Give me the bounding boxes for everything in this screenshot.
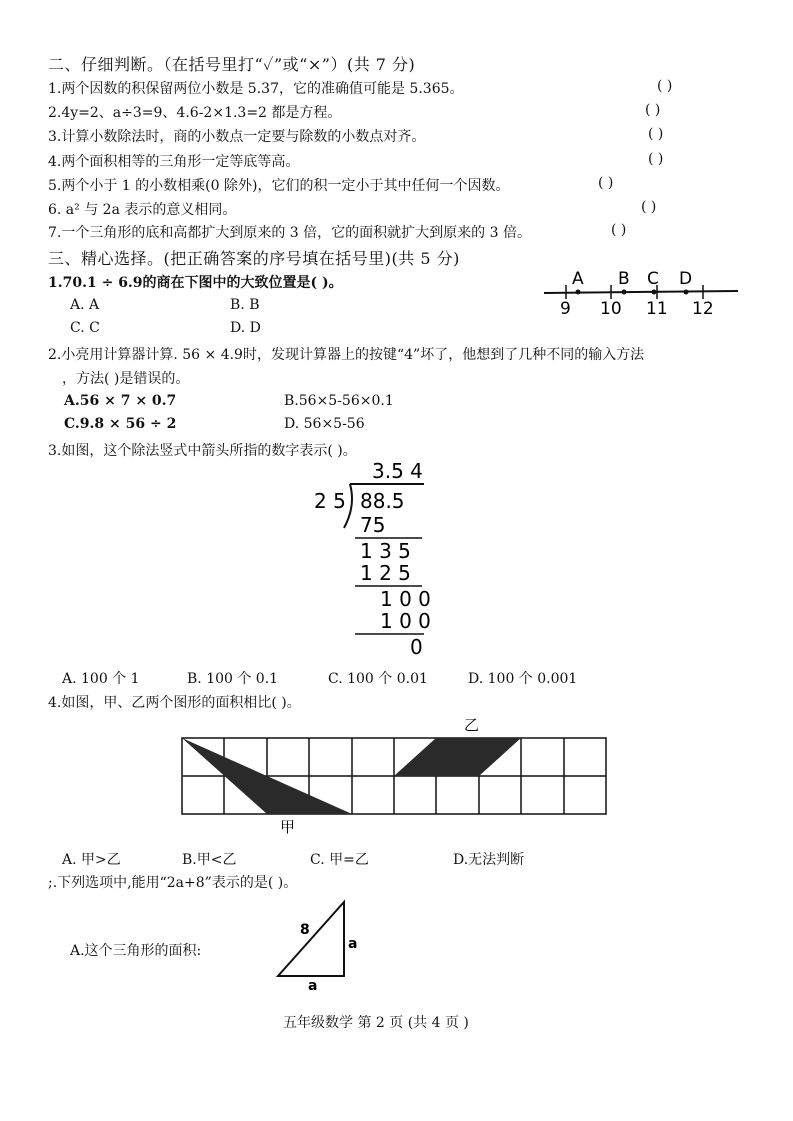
judge-answer-1[interactable]: ( ) (657, 78, 673, 94)
judge-answer-3[interactable]: ( ) (648, 126, 664, 142)
choice-q2-text: 2.小亮用计算器计算. 56 × 4.9时，发现计算器上的按键“4”坏了，他想到了几种不同的输入方法 (48, 347, 645, 363)
tick-label-10: 10 (600, 299, 622, 318)
point-a (576, 290, 581, 295)
judge-answer-5[interactable]: ( ) (598, 175, 614, 191)
judge-item-2: 2.4y=2、a÷3=9、4.6-2×1.3=2 都是方程。 (48, 105, 342, 121)
choice-q3-option-a[interactable]: A. 100 个 1 (62, 671, 140, 687)
number-line (540, 266, 745, 318)
choice-q5-text: ;.下列选项中,能用“2a+8”表示的是( )。 (48, 875, 298, 891)
choice-q2-text-cont: ，方法( )是错误的。 (62, 371, 190, 387)
choice-q5-option-a[interactable]: A.这个三角形的面积: (70, 943, 202, 959)
judge-item-5: 5.两个小于 1 的小数相乘(0 除外)，它们的积一定小于其中任何一个因数。 (48, 178, 510, 194)
judge-item-7: 7.一个三角形的底和高都扩大到原来的 3 倍，它的面积就扩大到原来的 3 倍。 (48, 225, 531, 241)
choice-q3-text: 3.如图，这个除法竖式中箭头所指的数字表示( )。 (48, 443, 357, 459)
point-b (622, 290, 627, 295)
choice-q3-option-b[interactable]: B. 100 个 0.1 (187, 671, 279, 687)
judge-item-1: 1.两个因数的积保留两位小数是 5.37，它的准确值可能是 5.365。 (48, 81, 464, 97)
choice-q4-text: 4.如图，甲、乙两个图形的面积相比( )。 (48, 695, 301, 711)
point-label-b: B (618, 269, 630, 289)
point-label-c: C (647, 269, 659, 289)
division-row-6: 0 (410, 635, 423, 658)
label-jia: 甲 (280, 818, 296, 836)
point-label-a: A (572, 269, 584, 289)
choice-q1-option-b[interactable]: B. B (230, 297, 260, 313)
choice-q2-option-c[interactable]: C.9.8 × 56 ÷ 2 (64, 416, 177, 432)
choice-q4-option-c[interactable]: C. 甲=乙 (310, 852, 369, 868)
judge-answer-6[interactable]: ( ) (641, 199, 657, 215)
division-divisor: 2 5 (314, 489, 346, 513)
judge-item-6: 6. a² 与 2a 表示的意义相同。 (48, 202, 237, 218)
shape-yi (394, 738, 521, 776)
triangle-label-hyp: 8 (300, 922, 310, 938)
choice-q1-option-d[interactable]: D. D (230, 320, 261, 336)
triangle-label-side: a (348, 936, 358, 952)
label-yi: 乙 (464, 716, 480, 734)
choice-q3-option-c[interactable]: C. 100 个 0.01 (328, 671, 428, 687)
long-division (300, 458, 440, 658)
division-row-3: 1 2 5 (360, 561, 411, 585)
choice-q1-option-a[interactable]: A. A (70, 297, 100, 313)
judge-item-4: 4.两个面积相等的三角形一定等底等高。 (48, 154, 300, 170)
judge-item-3: 3.计算小数除法时，商的小数点一定要与除数的小数点对齐。 (48, 129, 426, 145)
area-grid-figure (170, 710, 620, 840)
choice-q4-option-a[interactable]: A. 甲>乙 (62, 852, 121, 868)
choice-q4-option-b[interactable]: B.甲<乙 (182, 852, 237, 868)
choice-q1-option-c[interactable]: C. C (70, 320, 100, 336)
choice-q2-option-a[interactable]: A.56 × 7 × 0.7 (64, 393, 177, 409)
division-dividend: 88.5 (360, 489, 405, 513)
section3-title: 三、精心选择。(把正确答案的序号填在括号里)(共 5 分) (48, 249, 460, 268)
tick-label-12: 12 (692, 299, 714, 318)
division-row-2: 1 3 5 (360, 539, 411, 563)
point-label-d: D (679, 269, 693, 289)
judge-answer-2[interactable]: ( ) (645, 102, 661, 118)
triangle-shape (278, 902, 344, 976)
choice-q4-option-d[interactable]: D.无法判断 (453, 852, 525, 868)
choice-q2-option-d[interactable]: D. 56×5-56 (284, 416, 365, 432)
division-row-1: 75 (360, 513, 386, 537)
judge-answer-4[interactable]: ( ) (648, 151, 664, 167)
triangle-figure (270, 896, 370, 992)
division-row-5: 1 0 0 (380, 609, 431, 633)
choice-q3-option-d[interactable]: D. 100 个 0.001 (468, 671, 578, 687)
judge-answer-7[interactable]: ( ) (611, 222, 627, 238)
triangle-label-base: a (308, 978, 318, 992)
point-d (684, 290, 689, 295)
tick-label-9: 9 (560, 299, 571, 318)
number-line-axis (544, 291, 738, 293)
division-quotient: 3.5 4 (372, 459, 423, 483)
division-row-4: 1 0 0 (380, 587, 431, 611)
page-footer: 五年级数学 第 2 页 (共 4 页 ) (283, 1015, 469, 1031)
choice-q2-option-b[interactable]: B.56×5-56×0.1 (284, 393, 394, 409)
choice-q1-text: 1.70.1 ÷ 6.9的商在下图中的大致位置是( )。 (48, 275, 343, 291)
point-c (652, 290, 657, 295)
tick-label-11: 11 (646, 299, 668, 318)
section2-title: 二、仔细判断。（在括号里打“✓”或“×”）(共 7 分) (48, 55, 416, 74)
